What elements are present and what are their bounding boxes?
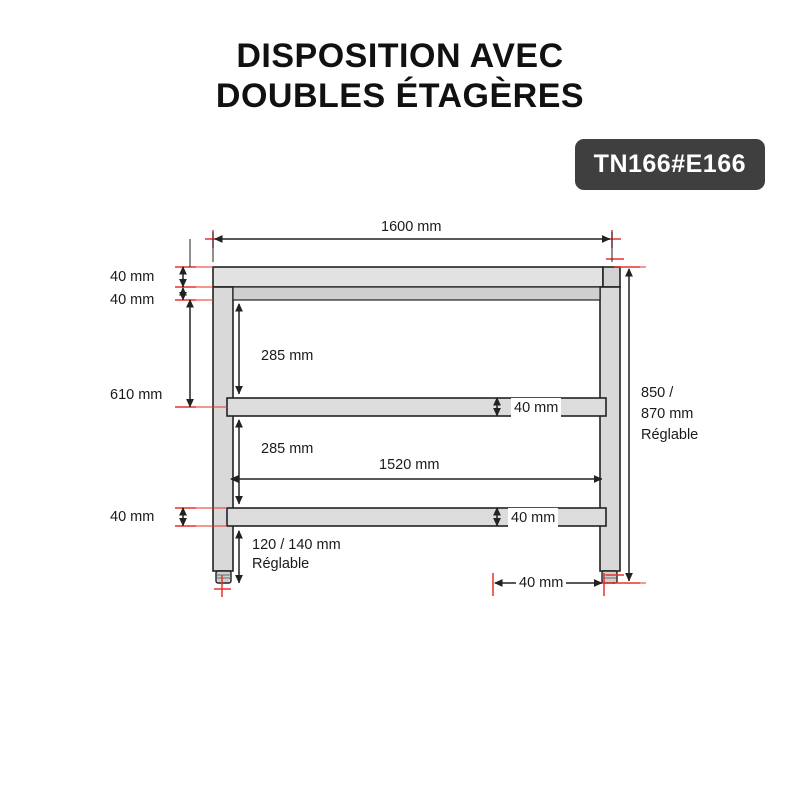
title-line-1: DISPOSITION AVEC: [236, 37, 564, 75]
dim-apron-height: 40 mm: [110, 292, 155, 308]
dim-foot-width: 40 mm: [516, 573, 566, 594]
dim-leg-adjustment-note: Réglable: [252, 556, 310, 572]
dim-total-height-line2: 870 mm: [641, 406, 694, 422]
dim-mid-shelf-thickness: 40 mm: [511, 398, 561, 419]
title-line-2: DOUBLES ÉTAGÈRES: [215, 77, 585, 115]
dim-top-to-mid-shelf: 610 mm: [110, 387, 163, 403]
dim-total-height-note: Réglable: [641, 427, 699, 443]
dim-top-thickness: 40 mm: [110, 269, 155, 285]
dim-leg-adjustment: 120 / 140 mm: [252, 537, 341, 553]
dim-shelf-width: 1520 mm: [376, 455, 442, 476]
dim-overall-width: 1600 mm: [378, 217, 444, 238]
model-badge: TN166#E166: [575, 139, 765, 190]
dim-lower-clearance: 285 mm: [258, 439, 316, 460]
dim-total-height-line1: 850 /: [641, 385, 674, 401]
dim-bottom-shelf-offset: 40 mm: [110, 509, 155, 525]
dim-bottom-shelf-thickness: 40 mm: [508, 508, 558, 529]
guide-lines: [180, 267, 646, 583]
dim-upper-clearance: 285 mm: [258, 346, 316, 367]
